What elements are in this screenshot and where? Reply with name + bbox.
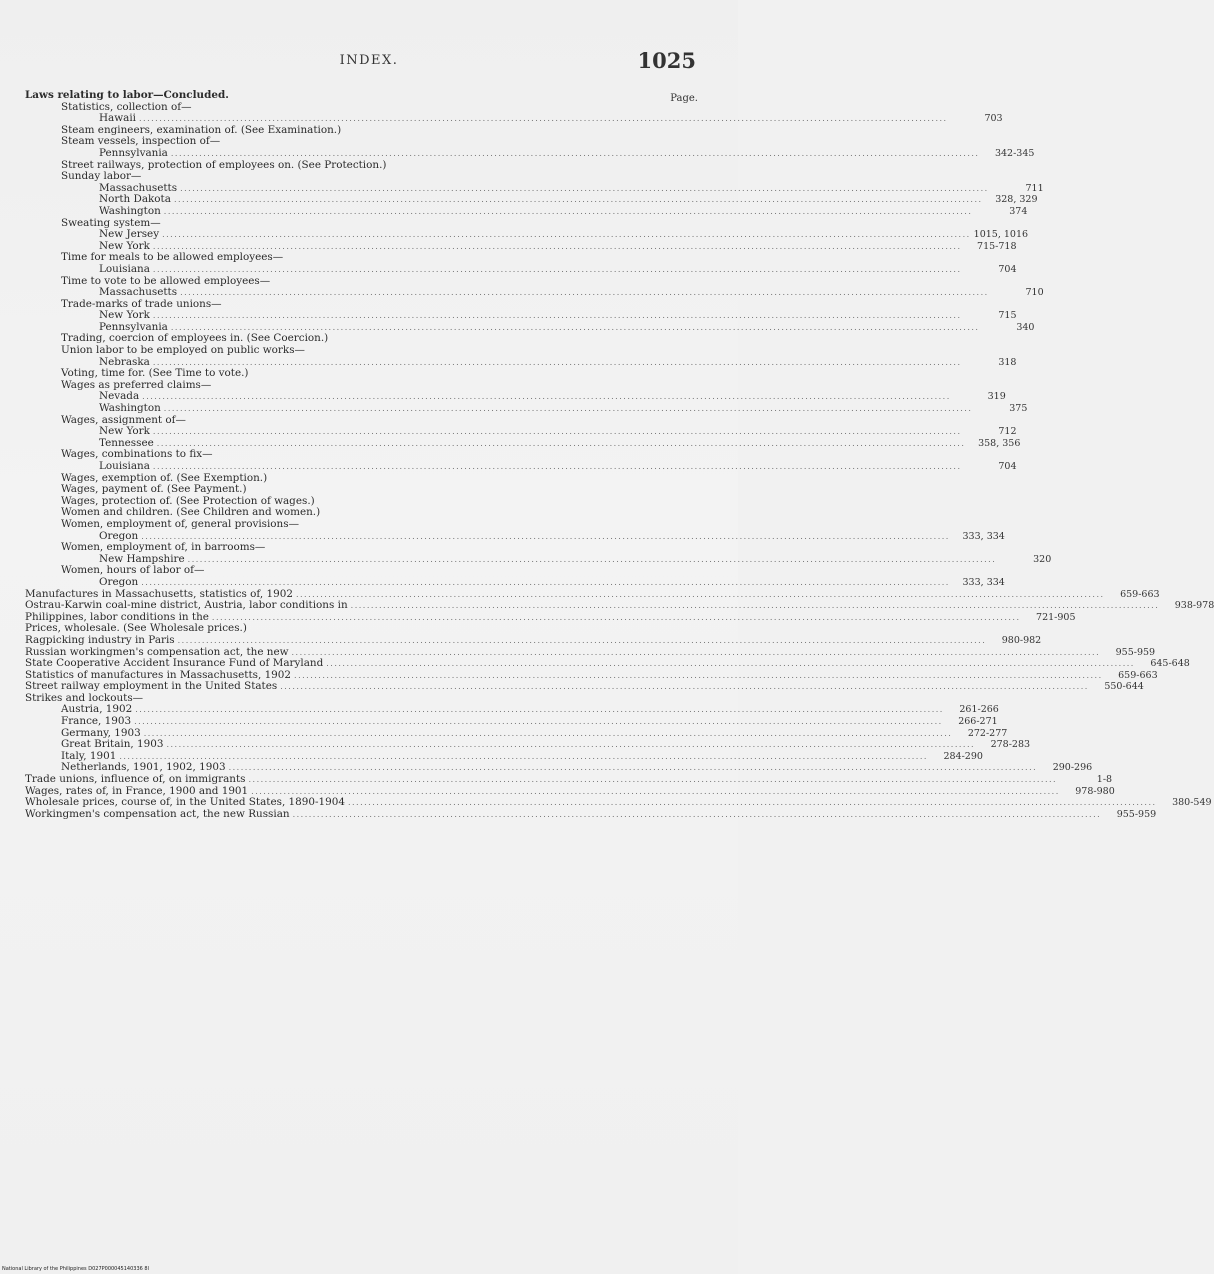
index-entry-text: Oregon: [99, 529, 139, 542]
dot-leader: ........................................................................................................................................................................................................: [152, 462, 962, 471]
index-entry-page-ref: 645-648: [1150, 658, 1190, 670]
index-entry-page-ref: 261-266: [959, 704, 999, 716]
index-entry-text: Steam vessels, inspection of—: [61, 135, 221, 148]
dot-leader: ........................................................................................................................................................................................................: [139, 114, 948, 124]
index-entry-page-ref: 290-296: [1052, 762, 1093, 774]
index-entry-text: Voting, time for. (See Time to vote.): [61, 367, 249, 380]
index-entry: [25, 599, 1214, 612]
dot-leader: ........................................................................................................................................................................................................: [170, 148, 980, 158]
index-entry-text: Statistics, collection of—: [61, 100, 192, 113]
dot-leader: ........................................................................................................................................................................................................: [280, 682, 1089, 692]
index-entry-page-ref: 715: [998, 310, 1017, 322]
index-entry: [25, 575, 1005, 589]
index-entry-page-ref: 712: [998, 426, 1017, 438]
index-entry-text: New Hampshire: [99, 552, 185, 565]
index-entry-text: Hawaii: [99, 112, 136, 125]
index-entry-text: Statistics of manufactures in Massachusetts, 1902: [25, 668, 292, 681]
dot-leader: ........................................................................................................................................................................................................: [251, 786, 1060, 796]
dot-leader: ........................................................................................................................................................................................................: [350, 601, 1160, 611]
index-entry-page-ref: 659-663: [1120, 588, 1160, 600]
index-entry-text: Time to vote to be allowed employees—: [61, 274, 271, 287]
index-entry-page-ref: 550-644: [1104, 681, 1144, 693]
index-entry-text: Netherlands, 1901, 1902, 1903: [61, 761, 226, 774]
index-entry-page-ref: 358, 356: [978, 437, 1021, 449]
index-entry-page-ref: 333, 334: [962, 530, 1005, 542]
index-entry-text: Trade-marks of trade unions—: [61, 297, 222, 310]
index-entry-text: Street railways, protection of employees on. (See Protection.): [61, 158, 387, 171]
index-entry-text: Women, employment of, general provisions—: [61, 517, 299, 530]
index-entry-text: Massachusetts: [99, 181, 178, 194]
index-entry-text: Ragpicking industry in Paris: [25, 633, 175, 646]
dot-leader: ........................................................................................................................................................................................................: [156, 438, 966, 448]
index-entry-text: Russian workingmen's compensation act, the new: [25, 645, 289, 658]
index-entry-text: Washington: [99, 402, 161, 415]
dot-leader: ........................................................................................................................................................................................................: [180, 183, 989, 193]
index-entry-text: Ostrau-Karwin coal-mine district, Austria, labor conditions in: [25, 599, 348, 612]
index-entry-page-ref: 1-8: [1096, 774, 1113, 786]
dot-leader: ........................................................................................................................................................................................................: [211, 612, 1021, 622]
index-entry-text: Workingmen's compensation act, the new Russian: [25, 807, 290, 820]
index-entry-page-ref: 980-982: [1001, 634, 1042, 646]
dot-leader: ........................................................................................................................................................................................................: [163, 206, 973, 216]
index-entry-text: Washington: [99, 204, 161, 217]
index-entry-text: Strikes and lockouts—: [25, 691, 144, 704]
dot-leader: ........................................................................................................................................................................................................: [228, 763, 1038, 773]
dot-leader: ........................................................................................................................................................................................................: [152, 241, 962, 251]
index-entry-page-ref: 340: [1016, 321, 1035, 333]
dot-leader: ........................................................................................................................................................................................................: [295, 589, 1105, 599]
index-entry-text: Wages, protection of. (See Protection of wages.): [61, 494, 315, 507]
index-entry-page-ref: 318: [998, 356, 1017, 368]
dot-leader: ........................................................................................................................................................................................................: [162, 230, 971, 240]
index-entry-text: Austria, 1902: [61, 703, 133, 716]
index-entry-text: Women and children. (See Children and women.): [61, 506, 321, 519]
dot-leader: ........................................................................................................................................................................................................: [294, 670, 1103, 680]
scan-footer-note: National Library of the Philippines D027P000045140336 8l: [2, 1266, 149, 1272]
index-entry-text: Tennessee: [99, 436, 154, 449]
index-entry-text: Street railway employment in the United States: [25, 680, 278, 693]
index-entry-page-ref: 319: [987, 391, 1006, 403]
index-entry-page-ref: 721-905: [1036, 611, 1076, 623]
index-entry-page-ref: 955-959: [1115, 646, 1156, 658]
index-entry: [25, 262, 1017, 276]
index-entry-text: Sweating system—: [61, 216, 161, 229]
dot-leader: ........................................................................................................................................................................................................: [177, 635, 987, 645]
index-entry: [25, 171, 698, 183]
page-column-label: Page.: [670, 93, 698, 104]
index-entry-text: Germany, 1903: [61, 726, 141, 739]
index-entry-page-ref: 710: [1025, 287, 1044, 299]
index-entry-text: Massachusetts: [99, 286, 178, 299]
dot-leader: ........................................................................................................................................................................................................: [152, 311, 962, 321]
index-entry-text: Wages, combinations to fix—: [61, 448, 213, 461]
index-entry-page-ref: 266-271: [958, 716, 998, 728]
dot-leader: ........................................................................................................................................................................................................: [142, 392, 951, 402]
dot-leader: ........................................................................................................................................................................................................: [152, 427, 962, 437]
index-entry-text: Louisiana: [99, 262, 150, 275]
index-entry-page-ref: 704: [998, 461, 1017, 472]
index-entry-text: Wages, payment of. (See Payment.): [61, 483, 247, 496]
running-head-title: INDEX.: [339, 53, 399, 68]
index-entry-text: Wages as preferred claims—: [61, 378, 212, 391]
index-entry: [25, 204, 1028, 218]
index-entry-text: Wholesale prices, course of, in the United States, 1890-1904: [25, 796, 345, 809]
index-entry-text: Wages, rates of, in France, 1900 and 1901: [25, 784, 249, 797]
index-entry-text: Steam engineers, examination of. (See Examination.): [61, 123, 342, 136]
index-entry-page-ref: 333, 334: [962, 576, 1005, 588]
index-entry-page-ref: 703: [984, 113, 1003, 125]
dot-leader: ........................................................................................................................................................................................................: [248, 775, 1058, 785]
index-entry-page-ref: 715-718: [977, 240, 1017, 252]
index-entry-text: Trading, coercion of employees in. (See Coercion.): [61, 332, 329, 345]
dot-leader: ........................................................................................................................................................................................................: [152, 357, 962, 367]
index-entry-text: Time for meals to be allowed employees—: [61, 251, 284, 264]
dot-leader: ........................................................................................................................................................................................................: [141, 577, 950, 587]
index-entry-text: Louisiana: [99, 460, 150, 472]
index-entry-text: Wages, assignment of—: [61, 413, 186, 426]
index-entry-text: Nevada: [99, 390, 140, 403]
index-entry: [25, 146, 1035, 160]
index-entry-text: Italy, 1901: [61, 749, 117, 762]
index-entry: [25, 773, 1113, 786]
index-entry-text: Manufactures in Massachusetts, statistics of, 1902: [25, 587, 293, 600]
index-entry-text: France, 1903: [61, 715, 132, 728]
index-entry-text: Trade unions, influence of, on immigrants: [25, 773, 246, 786]
dot-leader: ........................................................................................................................................................................................................: [163, 404, 973, 414]
index-entry-page-ref: 284-290: [943, 750, 983, 762]
index-entry-text: State Cooperative Accident Insurance Fund of Maryland: [25, 657, 324, 670]
index-entry: [25, 345, 698, 357]
dot-leader: ........................................................................................................................................................................................................: [170, 322, 980, 332]
index-entry-text: Laws relating to labor—Concluded.: [25, 89, 229, 101]
dot-leader: ........................................................................................................................................................................................................: [180, 288, 989, 298]
index-entry: [25, 519, 698, 531]
index-entry-text: Sunday labor—: [61, 170, 142, 183]
page-number: 1025: [637, 48, 696, 73]
index-entry-page-ref: 659-663: [1118, 669, 1158, 681]
index-entry: [25, 807, 1157, 821]
index-entry-text: Women, hours of labor of—: [61, 564, 205, 577]
index-entry-page-ref: 1015, 1016: [973, 229, 1029, 241]
dot-leader: ........................................................................................................................................................................................................: [143, 728, 953, 738]
index-entry-page-ref: 711: [1025, 182, 1044, 194]
index-entry: [25, 286, 1044, 299]
dot-leader: ........................................................................................................................................................................................................: [173, 195, 983, 205]
index-entry: [25, 633, 1042, 647]
index-entry-page-ref: 978-980: [1075, 785, 1115, 797]
index-entry-page-ref: 375: [1009, 403, 1028, 415]
index-entry-text: New Jersey: [99, 228, 160, 241]
dot-leader: ........................................................................................................................................................................................................: [141, 531, 950, 541]
dot-leader: ........................................................................................................................................................................................................: [292, 809, 1102, 819]
index-entry-page-ref: 955-959: [1116, 808, 1157, 820]
index-entry-text: Union labor to be employed on public works—: [61, 344, 305, 357]
index-entry: [25, 402, 1028, 415]
index-entry-page-ref: 342-345: [994, 147, 1035, 159]
index-entry-text: New York: [99, 309, 150, 322]
index-entry-page-ref: 320: [1033, 553, 1052, 565]
index-entry-text: Pennsylvania: [99, 146, 168, 159]
index-entry-page-ref: 938-978: [1174, 600, 1214, 612]
index-entry-text: Pennsylvania: [99, 320, 168, 333]
dot-leader: ........................................................................................................................................................................................................: [291, 647, 1101, 657]
index-entry-text: New York: [99, 425, 150, 438]
index-entry: [25, 738, 1031, 751]
index-entry: [25, 715, 998, 728]
index-entry-page-ref: 272-277: [967, 727, 1008, 739]
index-entry: [25, 657, 1190, 670]
index-entry-page-ref: 374: [1009, 205, 1028, 217]
index-list: [25, 89, 1214, 820]
dot-leader: ........................................................................................................................................................................................................: [347, 798, 1157, 808]
index-entry-text: North Dakota: [99, 193, 171, 206]
index-entry: [25, 460, 1017, 473]
index-entry-text: Philippines, labor conditions in the: [25, 610, 209, 623]
dot-leader: ........................................................................................................................................................................................................: [187, 554, 997, 564]
index-entry-page-ref: 328, 329: [995, 194, 1038, 206]
index-entry-page-ref: 380-549: [1172, 797, 1212, 809]
index-entry-text: Oregon: [99, 575, 139, 588]
dot-leader: ........................................................................................................................................................................................................: [134, 717, 943, 727]
dot-leader: ........................................................................................................................................................................................................: [166, 740, 976, 750]
index-entry-page-ref: 704: [998, 263, 1017, 275]
index-entry-text: Nebraska: [99, 355, 150, 368]
dot-leader: ........................................................................................................................................................................................................: [326, 659, 1135, 669]
index-entry-text: Great Britain, 1903: [61, 738, 164, 751]
index-entry: [25, 542, 698, 554]
index-entry-text: New York: [99, 239, 150, 252]
dot-leader: ........................................................................................................................................................................................................: [119, 751, 928, 761]
index-entry-text: Prices, wholesale. (See Wholesale prices.): [25, 622, 247, 635]
index-entry: [25, 90, 698, 102]
index-entry: [25, 228, 1029, 241]
dot-leader: ........................................................................................................................................................................................................: [152, 264, 962, 274]
index-entry-text: Wages, exemption of. (See Exemption.): [61, 471, 268, 484]
index-entry-page-ref: 278-283: [990, 739, 1031, 751]
index-entry-text: Women, employment of, in barrooms—: [61, 541, 266, 554]
dot-leader: ........................................................................................................................................................................................................: [135, 705, 944, 715]
